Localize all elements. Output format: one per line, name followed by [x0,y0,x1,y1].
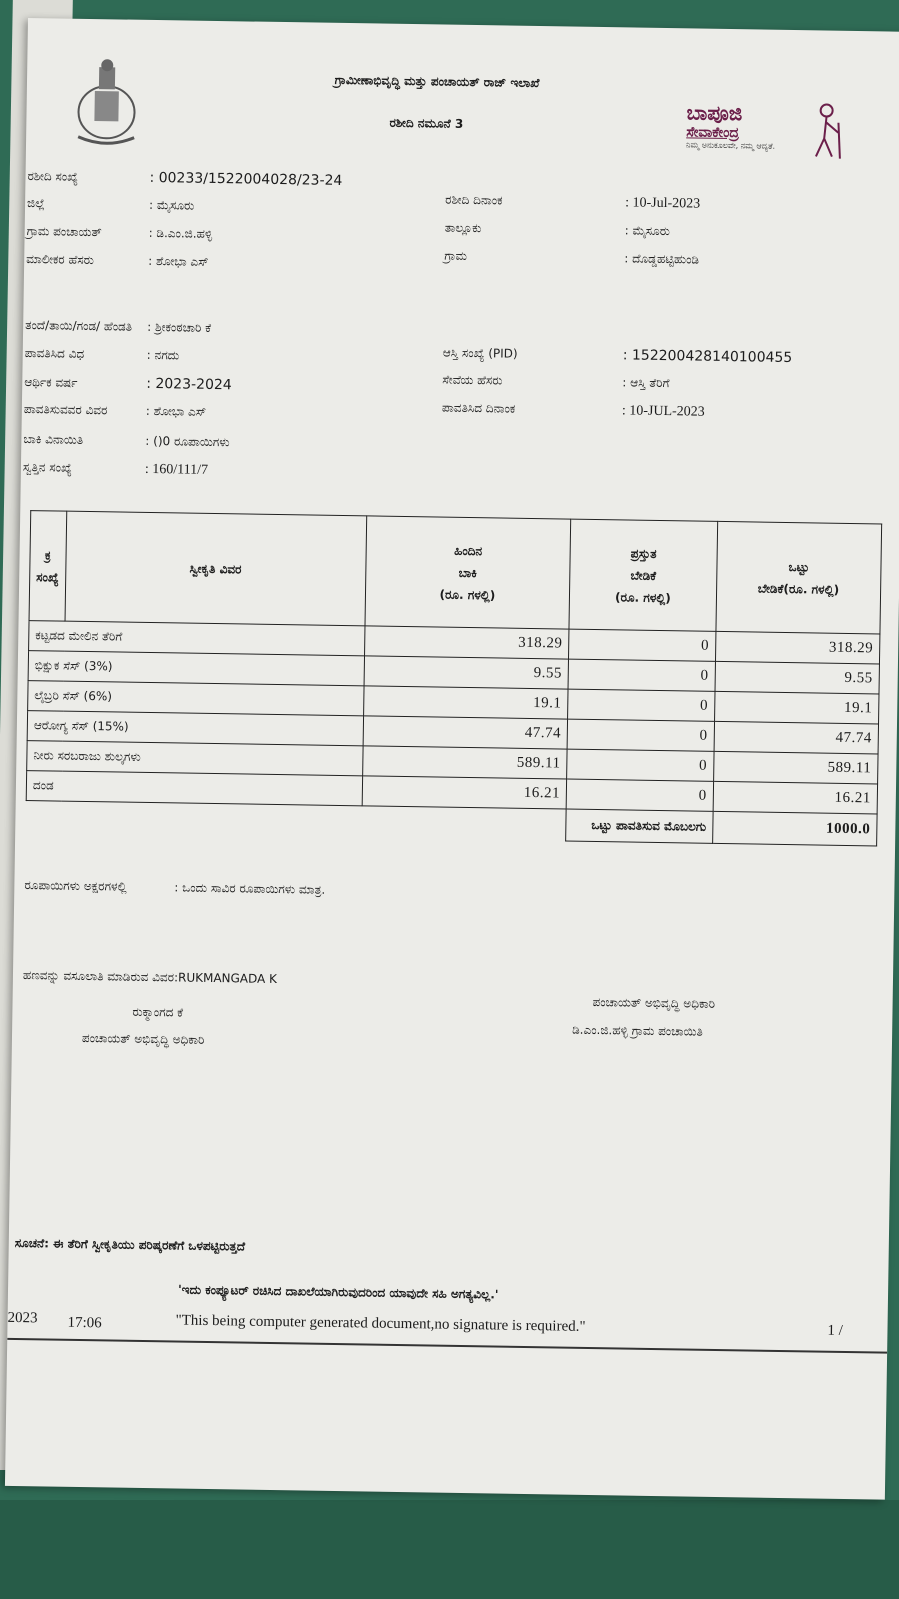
footer-rule [7,1338,887,1354]
field-label: ಬಾಕಿ ವಿನಾಯಿತಿ [23,431,84,447]
row-previous: 19.1 [363,686,568,719]
footer-date: 2023 [7,1309,38,1327]
field-label: ಸೇವೆಯ ಹೆಸರು [442,372,503,388]
field-label: ಪಾವತಿಸುವವರ ವಿವರ [23,401,108,418]
table-header-row [29,511,882,634]
fee-table [25,510,882,846]
row-description: ದಂಡ [26,771,362,806]
row-current: 0 [567,749,714,781]
logo-sub-text: ಸೇವಾಕೇಂದ್ರ [686,124,740,142]
field-value: : ದೊಡ್ಡಹಟ್ಟಿಹುಂಡಿ [624,251,700,267]
row-previous: 9.55 [364,656,569,689]
collector-line: ಹಣವನ್ನು ವಸೂಲಾತಿ ಮಾಡಿರುವ ವಿವರ:RUKMANGADA K [22,968,278,987]
amount-in-words [24,878,325,898]
field-value: : ಆಸ್ತಿ ತೆರಿಗೆ [622,375,670,391]
field-label: ಗ್ರಾಮ ಪಂಚಾಯತ್ [26,224,102,240]
field-value: : 00233/1522004028/23-24 [149,169,343,189]
col-serial-header: ಕ್ರ ಸಂಖ್ಯೆ [29,511,66,622]
row-total: 318.29 [715,631,880,664]
field-label: ಗ್ರಾಮ [444,248,468,263]
row-total: 19.1 [714,691,879,724]
field-value: : 10-Jul-2023 [625,195,701,212]
row-description: ಆರೋಗ್ಯ ಸೆಸ್ (15%) [27,711,363,746]
receipt-document [5,18,899,1500]
department-title: ಗ್ರಾಮೀಣಾಭಿವೃದ್ಧಿ ಮತ್ತು ಪಂಚಾಯತ್ ರಾಜ್ ಇಲಾಖೆ [334,72,540,91]
field-value: : ()0 ರೂಪಾಯಿಗಳು [145,433,230,450]
field-payment-date [442,401,705,421]
field-taluk [445,221,670,240]
field-receipt-date [445,193,700,213]
total-label: ಒಟ್ಟು ಪಾವತಿಸುವ ಮೊಬಲಗು [566,809,713,843]
field-label: ಜಿಲ್ಲೆ [26,196,45,211]
row-total: 9.55 [715,661,880,694]
col-description-header: ಸ್ವೀಕೃತಿ ವಿವರ [65,511,367,626]
field-value: : ಡಿ.ಎಂ.ಜಿ.ಹಳ್ಳಿ [148,225,213,241]
footer-time: 17:06 [67,1314,102,1332]
footer-page: 1 / [827,1322,844,1339]
field-district [27,196,194,214]
row-previous: 47.74 [363,716,568,749]
row-description: ಕಟ್ಟಡದ ಮೇಲಿನ ತೆರಿಗೆ [29,621,365,656]
bapuji-logo [686,100,847,173]
green-surface [0,1500,899,1599]
officer-office: ಡಿ.ಎಂ.ಜಿ.ಹಳ್ಳಿ ಗ್ರಾಮ ಪಂಚಾಯಿತಿ [572,1022,703,1039]
row-total: 47.74 [714,721,879,754]
field-payment-mode [25,346,180,363]
field-label: ಮಾಲೀಕರ ಹೆಸರು [26,252,94,268]
row-description: ಭಿಕ್ಷುಕ ಸೆಸ್ (3%) [28,651,364,686]
field-value: : ಶೋಭಾ ಎಸ್ [145,403,207,419]
amount-words-value: : ಒಂದು ಸಾವಿರ ರೂಪಾಯಿಗಳು ಮಾತ್ರ. [174,880,326,897]
officer-title: ಪಂಚಾಯತ್ ಅಭಿವೃದ್ಧಿ ಅಧಿಕಾರಿ [592,994,716,1011]
english-disclaimer: "This being computer generated document,no signature is required." [175,1312,586,1335]
logo-tagline: ನಿಮ್ಮ ಅನುಕೂಲವೇ, ನಮ್ಮ ಆದ್ಯತೆ. [686,140,776,151]
row-previous: 589.11 [362,746,567,779]
revision-note: ಸೂಚನೆ: ಈ ತೆರಿಗೆ ಸ್ವೀಕೃತಿಯು ಪರಿಷ್ಕರಣೆಗೆ ಒಳಪಟ್ಟಿರುತ್ತದೆ [14,1235,246,1254]
field-label: ಪಾವತಿಸಿದ ವಿಧ [24,345,85,361]
form-name: ರಶೀದಿ ನಮೂನೆ 3 [389,115,464,131]
field-financial-year [24,374,232,393]
collector-title: ಪಂಚಾಯತ್ ಅಭಿವೃದ್ಧಿ ಅಧಿಕಾರಿ [81,1030,205,1047]
col-previous-header: ಹಿಂದಿನ ಬಾಕಿ (ರೂ. ಗಳಲ್ಲಿ) [365,516,571,629]
field-gram-panchayat [27,224,213,242]
logo-main-text: ಬಾಪೂಜಿ [686,100,743,126]
field-label: ತಾಲ್ಲೂಕು [444,220,482,236]
row-total: 589.11 [713,751,878,784]
field-value: : 2023-2024 [146,375,232,394]
amount-words-label: ರೂಪಾಯಿಗಳು ಅಕ್ಷರಗಳಲ್ಲಿ [24,878,127,894]
kannada-disclaimer: 'ಇದು ಕಂಪ್ಯೂಟರ್ ರಚಿಸಿದ ದಾಖಲೆಯಾಗಿರುವುದರಿಂದ ಯಾವುದೇ ಸಹಿ ಅಗತ್ಯವಿಲ್ಲ.' [177,1282,499,1302]
col-total-header: ಒಟ್ಟು ಬೇಡಿಕೆ(ರೂ. ಗಳಲ್ಲಿ) [716,521,882,634]
field-owner-name [26,252,208,270]
field-value: : ಮೈಸೂರು [624,223,671,239]
field-value: : ಶೋಭಾ ಎಸ್ [148,253,209,269]
row-total: 16.21 [713,781,878,814]
row-current: 0 [566,779,713,811]
field-label: ರಶೀದಿ ದಿನಾಂಕ [445,192,503,208]
field-label: ತಂದೆ/ತಾಯಿ/ಗಂಡ/ ಹೆಂಡತಿ [25,317,133,334]
field-value: : 160/111/7 [144,461,209,478]
state-emblem-icon [68,57,145,150]
row-description: ನೀರು ಸರಬರಾಜು ಶುಲ್ಕಗಳು [27,741,363,776]
field-village [444,249,699,268]
row-current: 0 [567,719,714,751]
row-current: 0 [568,659,715,691]
field-exemption [23,432,230,450]
field-value: : 152200428140100455 [622,347,793,367]
field-label: ಆಸ್ತಿ ಸಂಖ್ಯೆ (PID) [442,345,518,361]
field-property-number [23,460,208,479]
field-service-name [442,373,669,392]
field-property-id [443,345,793,366]
field-label: ಪಾವತಿಸಿದ ದಿನಾಂಕ [441,400,516,416]
field-value: : ಮೈಸೂರು [148,197,195,213]
field-receipt-number [27,168,342,189]
gandhi-figure-icon [806,102,847,159]
field-label: ಆರ್ಥಿಕ ವರ್ಷ [24,374,78,390]
field-relation [25,318,211,336]
field-label: ರಶೀದಿ ಸಂಖ್ಯೆ [27,169,79,184]
col-current-header: ಪ್ರಸ್ತುತ ಬೇಡಿಕೆ (ರೂ. ಗಳಲ್ಲಿ) [569,519,717,631]
field-label: ಸ್ವತ್ತಿನ ಸಂಖ್ಯೆ [22,459,73,475]
collector-name: ರುಕ್ಮಾಂಗದ ಕೆ [132,1004,184,1020]
field-payer [24,402,206,420]
field-value: : ಶ್ರೀಕಂಠಚಾರಿ ಕೆ [147,319,212,335]
field-value: : ನಗದು [146,347,180,363]
row-previous: 16.21 [362,776,567,809]
field-value: : 10-JUL-2023 [621,403,705,420]
row-description: ಲೈಬ್ರರಿ ಸೆಸ್ (6%) [28,681,364,716]
row-current: 0 [569,629,716,661]
total-value: 1000.0 [712,811,877,846]
row-current: 0 [568,689,715,721]
row-previous: 318.29 [364,626,569,659]
